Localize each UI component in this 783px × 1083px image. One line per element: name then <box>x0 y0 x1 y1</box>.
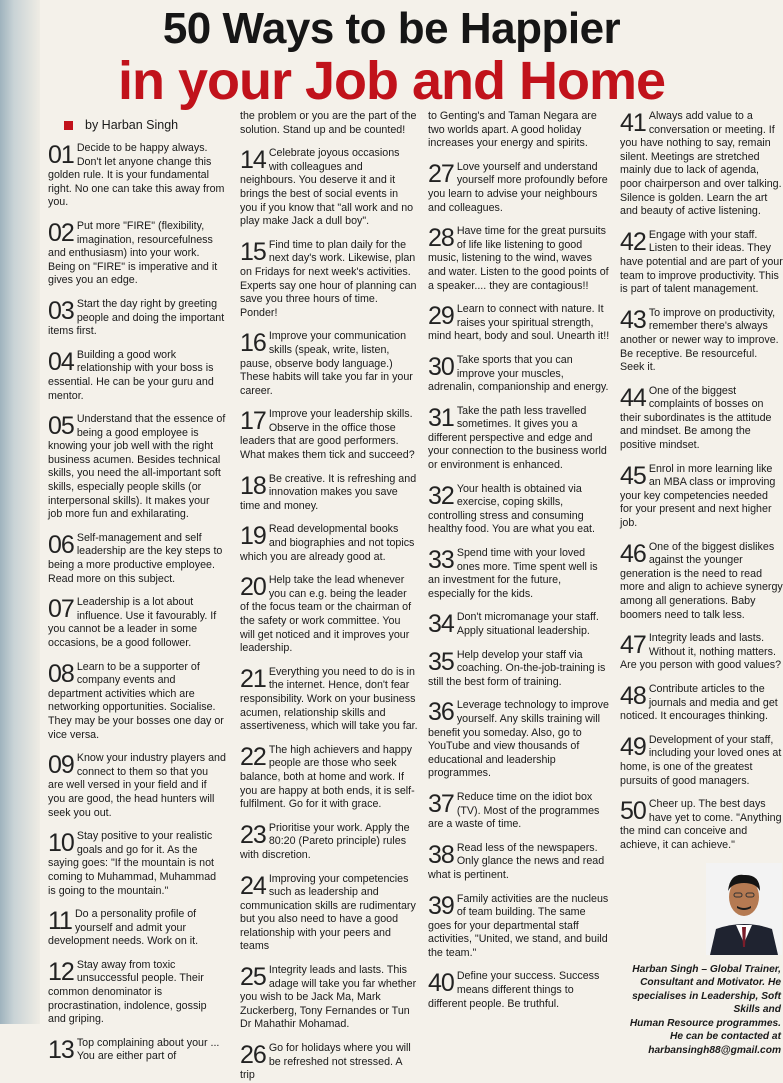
column-2 <box>240 110 418 1082</box>
tip-text: Engage with your staff. Listen to their ideas. They have potential and are part of your team to improve productivity. This is part of talent management. <box>620 228 783 296</box>
tip-text: Help develop your staff via coaching. On-the-job-training is still the best form of training. <box>428 648 606 688</box>
author-bio-line: Consultant and Motivator. He <box>640 977 781 988</box>
tip-number: 10 <box>48 829 74 858</box>
tip-number: 27 <box>428 159 454 188</box>
tip-text: Contribute articles to the journals and media and get noticed. It encourages thinking. <box>620 682 778 723</box>
tip-item <box>620 683 783 724</box>
tip-item <box>240 822 418 863</box>
byline-square-icon <box>64 121 73 130</box>
author-bio-line: Human Resource programmes. <box>629 1017 781 1029</box>
tip-item <box>48 908 226 949</box>
tip-number: 44 <box>620 383 646 412</box>
tip-number: 06 <box>48 530 74 559</box>
tip-text: Go for holidays where you will be refreshed not stressed. A trip <box>240 1042 411 1082</box>
tip-item <box>48 830 226 898</box>
tip-text: Define your success. Success means different things to different people. Be truthful. <box>428 970 600 1010</box>
tip-number: 15 <box>240 237 266 266</box>
tip-text: Learn to be a supporter of company events and department activities which are networking opportunities. Socialise. They may be your bosses one day or vice versa. <box>48 660 224 741</box>
tip-item <box>240 330 418 398</box>
tip-item <box>620 110 783 219</box>
tip-text: Do a personality profile of yourself and admit your development needs. Work on it. <box>48 908 199 948</box>
tip-text: Take the path less travelled sometimes. It gives you a different perspective and edge and your connection to the business world or environment is enhanced. <box>428 404 607 472</box>
headline-line-1: 50 Ways to be Happier <box>162 4 621 53</box>
continued-text: the problem or you are the part of the solution. Stand up and be counted! <box>240 110 417 136</box>
tips-list-column-2 <box>240 147 418 1083</box>
tip-text: Family activities are the nucleus of team building. The same goes for your departmental staff activities, "United, we stand, and build the team." <box>428 892 609 959</box>
tip-item <box>620 229 783 297</box>
author-photo <box>706 863 782 955</box>
author-portrait-icon <box>706 863 782 955</box>
tip-item <box>428 893 610 961</box>
author-bio <box>620 963 783 1058</box>
tip-number: 19 <box>240 522 266 551</box>
tip-number: 01 <box>48 141 74 169</box>
tip-number: 49 <box>620 732 646 761</box>
tip-number: 50 <box>620 797 646 826</box>
column-4 <box>620 109 783 1056</box>
continued-text: to Genting's and Taman Negara are two worlds apart. A good holiday increases your energy and spirits. <box>428 110 597 150</box>
author-bio-line: specialises in Leadership, Soft Skills and <box>632 990 781 1015</box>
tip-item <box>48 661 226 743</box>
tip-number: 46 <box>620 539 646 568</box>
tip-item <box>428 699 610 781</box>
tip-item <box>428 303 610 344</box>
tip-number: 02 <box>48 218 74 247</box>
tip-number: 11 <box>48 907 72 936</box>
tip-item <box>620 734 783 788</box>
tip-text: Understand that the essence of being a good employee is knowing your job well with the right business acumen. Besides technical skills, you need the all-important soft skills, especially people skills (or interpersonal skills). It makes your job more fun and exhilarating. <box>48 413 226 521</box>
tip-item <box>240 666 418 734</box>
tip-item <box>428 405 610 473</box>
column-3 <box>428 110 610 1024</box>
tip-number: 35 <box>428 647 454 676</box>
tip-text: Celebrate joyous occasions with colleagues and neighbours. You deserve it and it brings the best of social events in you if you know that "all work and no play make Jack a dull boy". <box>240 147 414 228</box>
tip-text: Reduce time on the idiot box (TV). Most of the programmes are a waste of time. <box>428 790 600 831</box>
tip-number: 43 <box>620 305 646 334</box>
tip-item <box>240 523 418 564</box>
tip-item <box>428 791 610 832</box>
tip-item <box>428 842 610 883</box>
tip-item <box>240 408 418 462</box>
tip-number: 03 <box>48 296 74 325</box>
tip-number: 38 <box>428 840 454 869</box>
tip-item <box>48 752 226 820</box>
headline-line-2: in your Job and Home <box>117 51 666 111</box>
author-bio-line: He can be contacted at <box>670 1031 781 1042</box>
byline <box>64 118 226 132</box>
tip-text: Prioritise your work. Apply the 80:20 (Pareto principle) rules with discretion. <box>240 821 410 861</box>
tip-item <box>620 541 783 623</box>
tip-number: 30 <box>428 352 454 381</box>
tip-item <box>620 307 783 375</box>
tip-item <box>48 220 226 288</box>
tip-text: One of the biggest dislikes against the younger generation is the need to read more and align to achieve synergy among all generations. Baby boomers need to talk less. <box>620 540 783 621</box>
tip-text: Spend time with your loved ones more. Time spent well is an investment for the future, especially for the kids. <box>428 547 598 600</box>
tip-number: 18 <box>240 471 266 500</box>
tip-text: Start the day right by greeting people and doing the important items first. <box>48 297 225 338</box>
tip-number: 14 <box>240 146 266 175</box>
tip-number: 21 <box>240 664 266 693</box>
tip-text: Building a good work relationship with your boss is essential. He can be your guru and mentor. <box>48 348 214 402</box>
tip-text: Development of your staff, including your loved ones at home, is one of the greatest pursuits of good managers. <box>620 733 782 787</box>
tips-list-column-4 <box>620 110 783 853</box>
tip-number: 05 <box>48 412 74 441</box>
tip-number: 48 <box>620 681 646 710</box>
tip-text: Always add value to a conversation or meeting. If you have nothing to say, remain silent. Meetings are stretched mainly due to lack of agenda, poor chairperson and over talking. Silence is golden. Learn the art and beauty of active listening. <box>620 110 782 218</box>
tip-number: 26 <box>240 1041 266 1070</box>
tip-item <box>240 1042 418 1083</box>
tip-text: Everything you need to do is in the internet. Hence, don't fear responsibility. Work on your business acumen, relationship skills and assertiveness, which will take you far. <box>240 665 418 733</box>
column-1 <box>48 110 226 1064</box>
tip-number: 42 <box>620 227 646 256</box>
page-left-edge <box>0 0 40 1024</box>
tip-text: Stay away from toxic unsuccessful people. Their common denominator is procrastination, indolence, gossip and griping. <box>48 958 207 1026</box>
tip-text: Don't micromanage your staff. Apply situational leadership. <box>456 611 599 637</box>
tips-list-column-1 <box>48 142 226 1064</box>
tip-number: 20 <box>240 573 266 602</box>
tip-number: 34 <box>428 610 454 639</box>
tip-text: Know your industry players and connect to them so that you are well versed in your field and if you are good, the head hunters will seek you out. <box>48 752 226 819</box>
tip-item <box>240 873 418 955</box>
tip-text: Help take the lead whenever you can e.g. being the leader of the focus team or the chairman of the safety or work committee. You will get noticed and it improves your leadership. <box>240 574 412 655</box>
tip-number: 16 <box>240 329 266 358</box>
tip-text: Improve your communication skills (speak, write, listen, pause, observe body language.) These habits will take you far in your career. <box>240 330 413 397</box>
tip-number: 45 <box>620 461 646 490</box>
tip-text: Stay positive to your realistic goals and go for it. As the saying goes: "If the mountain is not coming to Muhammad, Muhammad is going to the mountain." <box>48 830 217 897</box>
tip-number: 22 <box>240 742 266 771</box>
tip-number: 32 <box>428 481 454 510</box>
tip-item <box>48 142 226 210</box>
tip-item <box>428 161 610 215</box>
tip-item <box>240 744 418 812</box>
tip-item <box>48 413 226 522</box>
tip-text: Leadership is a lot about influence. Use it favourably. If you cannot be a leader in some occasions, be a good follower. <box>48 596 217 649</box>
tip-text: Improving your competencies such as leadership and communication skills are rudimentary but you also need to have a good relationship with your peers and teams <box>240 872 416 953</box>
tip-item <box>48 1037 226 1064</box>
tip-item <box>48 959 226 1027</box>
tip-item <box>620 385 783 453</box>
tip-number: 33 <box>428 546 454 575</box>
tip-item <box>428 483 610 537</box>
tip-number: 07 <box>48 595 74 624</box>
tips-list-column-3 <box>428 161 610 1011</box>
tip-text: Cheer up. The best days have yet to come. "Anything the mind can conceive and achieve, it can achieve." <box>620 798 782 851</box>
byline-text: by Harban Singh <box>85 118 179 132</box>
tip-text: Love yourself and understand yourself more profoundly before you learn to advise your neighbours and colleagues. <box>428 160 608 214</box>
tip-item <box>620 632 783 673</box>
tip-item <box>428 970 610 1011</box>
tip-text: The high achievers and happy people are those who seek balance, both at home and work. If you are happy at both ends, it is self-fulfilment. Go for it with grace. <box>240 743 415 811</box>
author-bio-line: Harban Singh – Global Trainer, <box>632 963 781 975</box>
tip-text: Have time for the great pursuits of life like listening to good music, listening to the wind, waves and water. Listen to the good points of a speaker.... they are contagious!! <box>428 225 609 292</box>
tip-item <box>48 532 226 586</box>
tip-number: 25 <box>240 963 266 992</box>
tip-number: 04 <box>48 347 74 376</box>
tip-text: Integrity leads and lasts. Without it, nothing matters. Are you person with good values? <box>620 632 782 672</box>
tip-number: 13 <box>48 1035 74 1064</box>
tip-item <box>428 611 610 638</box>
tip-text: Your health is obtained via exercise, coping skills, controlling stress and consuming healthy food. You are what you eat. <box>428 482 595 536</box>
tip-item <box>48 349 226 403</box>
tip-item <box>428 225 610 293</box>
tip-item <box>48 298 226 339</box>
tip-item <box>620 798 783 852</box>
tip-number: 31 <box>428 403 454 432</box>
tip-item <box>620 463 783 531</box>
tip-number: 23 <box>240 820 266 849</box>
tip-number: 39 <box>428 891 454 920</box>
tip-text: Read developmental books and biographies and not topics which you are already good at. <box>240 523 415 563</box>
tip-text: Leverage technology to improve yourself. Any skills training will benefit you someday. Also, go to YouTube and view thousands of educational and leadership programmes. <box>428 699 609 780</box>
tip-number: 09 <box>48 751 74 780</box>
tip-text: Find time to plan daily for the next day's work. Likewise, plan on Fridays for next week's activities. Experts say one hour of planning can save you three hours of time. Ponder! <box>240 238 417 319</box>
tip-text: Enrol in more learning like an MBA class or improving your key competencies needed for your present and next higher job. <box>620 462 776 530</box>
tip-text: Improve your leadership skills. Observe in the office those leaders that are good performers. What makes them tick and succeed? <box>240 408 415 462</box>
tip-number: 24 <box>240 871 266 900</box>
tip-item <box>240 964 418 1032</box>
tip-item <box>240 574 418 656</box>
tip-number: 12 <box>48 957 74 986</box>
tip-item <box>48 596 226 650</box>
tip-text: Self-management and self leadership are the key steps to being a more productive employee. Read more on this subject. <box>48 531 223 585</box>
tip-text: Read less of the newspapers. Only glance the news and read what is pertinent. <box>428 841 605 881</box>
tip-item <box>240 147 418 229</box>
tip-number: 17 <box>240 407 266 436</box>
tip-number: 29 <box>428 302 454 331</box>
tip-number: 08 <box>48 659 74 688</box>
tip-text: Put more "FIRE" (flexibility, imagination, resourcefulness and enthusiasm) into your work. Being on "FIRE" is imperative and it gives you an edge. <box>48 219 218 287</box>
tip-text: Take sports that you can improve your muscles, adrenalin, companionship and energy. <box>428 353 609 394</box>
author-bio-line: harbansingh88@gmail.com <box>648 1044 781 1056</box>
tip-text: Be creative. It is refreshing and innovation makes you save time and money. <box>240 472 417 512</box>
tip-number: 36 <box>428 698 454 727</box>
tip-text: Learn to connect with nature. It raises your spiritual strength, mind heart, body and soul. Unearth it!! <box>428 303 610 343</box>
tip-item <box>428 547 610 601</box>
tip-text: To improve on productivity, remember there's always another or newer way to improve. Be receptive. Be resourceful. Seek it. <box>620 306 779 374</box>
tip-number: 28 <box>428 224 454 253</box>
tip-number: 40 <box>428 969 454 998</box>
tip-number: 41 <box>620 109 646 137</box>
tip-item <box>428 649 610 690</box>
tip-item <box>428 354 610 395</box>
tip-number: 37 <box>428 789 454 818</box>
tip-text: Top complaining about your ... You are either part of <box>76 1036 220 1063</box>
tip-item <box>240 473 418 514</box>
tip-text: One of the biggest complaints of bosses on their subordinates is the attitude and mindset. Be among the positive mindset. <box>620 384 772 452</box>
tip-item <box>240 239 418 321</box>
tip-text: Integrity leads and lasts. This adage will take you far whether you wish to be Jack Ma, Mark Zuckerberg, Tony Fernandes or Tun Dr Mahathir Mohamad. <box>240 964 417 1031</box>
tip-number: 47 <box>620 631 646 660</box>
tip-text: Decide to be happy always. Don't let anyone change this golden rule. It is your fundamental right. No one can take this away from you. <box>48 142 225 209</box>
